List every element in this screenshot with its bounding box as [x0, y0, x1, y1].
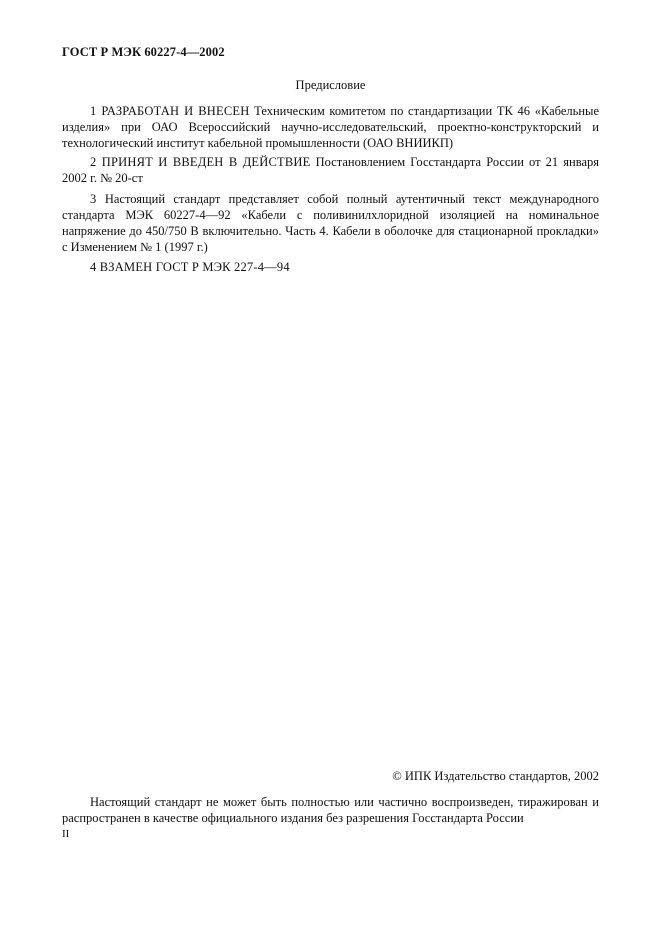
foreword-item-2-lead: 2 ПРИНЯТ И ВВЕДЕН В ДЕЙСТВИЕ [90, 155, 311, 169]
foreword-item-1-lead: 1 РАЗРАБОТАН И ВНЕСЕН [90, 104, 250, 118]
foreword-item-2 [62, 154, 599, 186]
standard-code-header: ГОСТ Р МЭК 60227-4—2002 [62, 45, 225, 59]
foreword-item-3-lead: 3 [90, 192, 97, 206]
reproduction-notice: Настоящий стандарт не может быть полностью или частично воспроизведен, тиражирован и распространен в качестве официального издания без разрешения Госстандарта России [62, 795, 599, 825]
copyright-line: © ИПК Издательство стандартов, 2002 [392, 769, 599, 783]
page-number: II [62, 828, 70, 840]
foreword-item-4 [62, 259, 599, 275]
foreword-item-3 [62, 191, 599, 255]
foreword-item-3-text: Настоящий стандарт представляет собой полный аутентичный текст международного стандарта МЭК 60227-4—92 «Кабели с поливинилхлоридной изоляцией на номинальное напряжение до 450/750 В включительно. Часть 4. Кабели в оболочке для стационарной прокладки» с Изменением № 1 (1997 г.) [62, 192, 599, 254]
foreword-item-1-text: Техническим комитетом по стандартизации ТК 46 «Кабельные изделия» при ОАО Всероссийский научно-исследовательский, проектно-конструкторский и технологический институт кабельной промышленности (ОАО ВНИИКП) [62, 104, 600, 150]
foreword-item-1 [62, 103, 599, 151]
foreword-item-4-lead: 4 ВЗАМЕН ГОСТ Р МЭК 227-4—94 [90, 260, 290, 274]
foreword-item-2-text: Постановлением Госстандарта России от 21 января 2002 г. № 20-ст [62, 155, 600, 185]
foreword-title: Предисловие [295, 78, 366, 92]
